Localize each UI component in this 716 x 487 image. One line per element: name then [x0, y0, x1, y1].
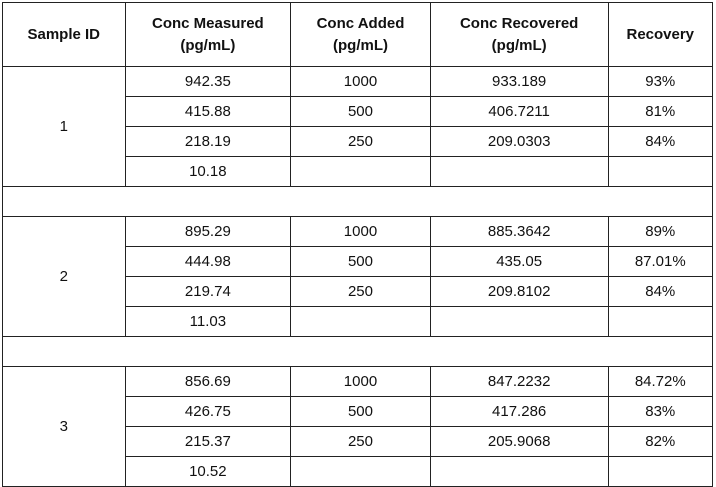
recovered-cell: 209.0303 — [430, 127, 608, 157]
recovery-cell: 87.01% — [608, 247, 712, 277]
added-cell: 500 — [291, 97, 431, 127]
measured-cell: 426.75 — [125, 397, 291, 427]
added-cell: 500 — [291, 247, 431, 277]
added-cell: 250 — [291, 127, 431, 157]
recovered-cell — [430, 307, 608, 337]
recovered-cell: 933.189 — [430, 67, 608, 97]
measured-cell: 10.18 — [125, 157, 291, 187]
measured-cell: 415.88 — [125, 97, 291, 127]
recovered-cell: 417.286 — [430, 397, 608, 427]
recovery-cell — [608, 457, 712, 487]
recovered-cell: 205.9068 — [430, 427, 608, 457]
recovered-cell: 847.2232 — [430, 367, 608, 397]
table-row — [3, 217, 713, 247]
recovered-cell: 406.7211 — [430, 97, 608, 127]
added-cell: 500 — [291, 397, 431, 427]
measured-cell: 10.52 — [125, 457, 291, 487]
recovery-cell: 81% — [608, 97, 712, 127]
measured-cell: 856.69 — [125, 367, 291, 397]
header-conc-recovered: Conc Recovered (pg/mL) — [430, 3, 608, 67]
recovery-cell — [608, 157, 712, 187]
added-cell: 1000 — [291, 217, 431, 247]
measured-cell: 11.03 — [125, 307, 291, 337]
table-row — [3, 67, 713, 97]
recovered-cell: 885.3642 — [430, 217, 608, 247]
recovered-cell: 435.05 — [430, 247, 608, 277]
added-cell — [291, 307, 431, 337]
measured-cell: 218.19 — [125, 127, 291, 157]
added-cell — [291, 457, 431, 487]
measured-cell: 942.35 — [125, 67, 291, 97]
header-recovery: Recovery — [608, 3, 712, 67]
recovered-cell: 209.8102 — [430, 277, 608, 307]
added-cell: 250 — [291, 277, 431, 307]
sample-id-cell: 3 — [3, 367, 126, 487]
spacer-row — [3, 337, 713, 367]
measured-cell: 219.74 — [125, 277, 291, 307]
table-header — [3, 3, 713, 67]
spacer-cell — [3, 187, 713, 217]
recovery-cell: 82% — [608, 427, 712, 457]
header-conc-added: Conc Added (pg/mL) — [291, 3, 431, 67]
measured-cell: 895.29 — [125, 217, 291, 247]
added-cell — [291, 157, 431, 187]
header-row — [3, 3, 713, 67]
added-cell: 1000 — [291, 367, 431, 397]
table-row — [3, 367, 713, 397]
table-body — [3, 67, 713, 487]
recovery-cell: 93% — [608, 67, 712, 97]
recovery-cell: 83% — [608, 397, 712, 427]
measured-cell: 215.37 — [125, 427, 291, 457]
spacer-row — [3, 187, 713, 217]
recovery-cell: 84% — [608, 277, 712, 307]
header-conc-measured: Conc Measured (pg/mL) — [125, 3, 291, 67]
recovery-table — [2, 2, 713, 487]
added-cell: 1000 — [291, 67, 431, 97]
spacer-cell — [3, 337, 713, 367]
recovered-cell — [430, 157, 608, 187]
recovery-cell: 84% — [608, 127, 712, 157]
header-sample-id: Sample ID — [3, 3, 126, 67]
recovered-cell — [430, 457, 608, 487]
recovery-cell — [608, 307, 712, 337]
recovery-cell: 84.72% — [608, 367, 712, 397]
added-cell: 250 — [291, 427, 431, 457]
recovery-cell: 89% — [608, 217, 712, 247]
sample-id-cell: 2 — [3, 217, 126, 337]
sample-id-cell: 1 — [3, 67, 126, 187]
measured-cell: 444.98 — [125, 247, 291, 277]
